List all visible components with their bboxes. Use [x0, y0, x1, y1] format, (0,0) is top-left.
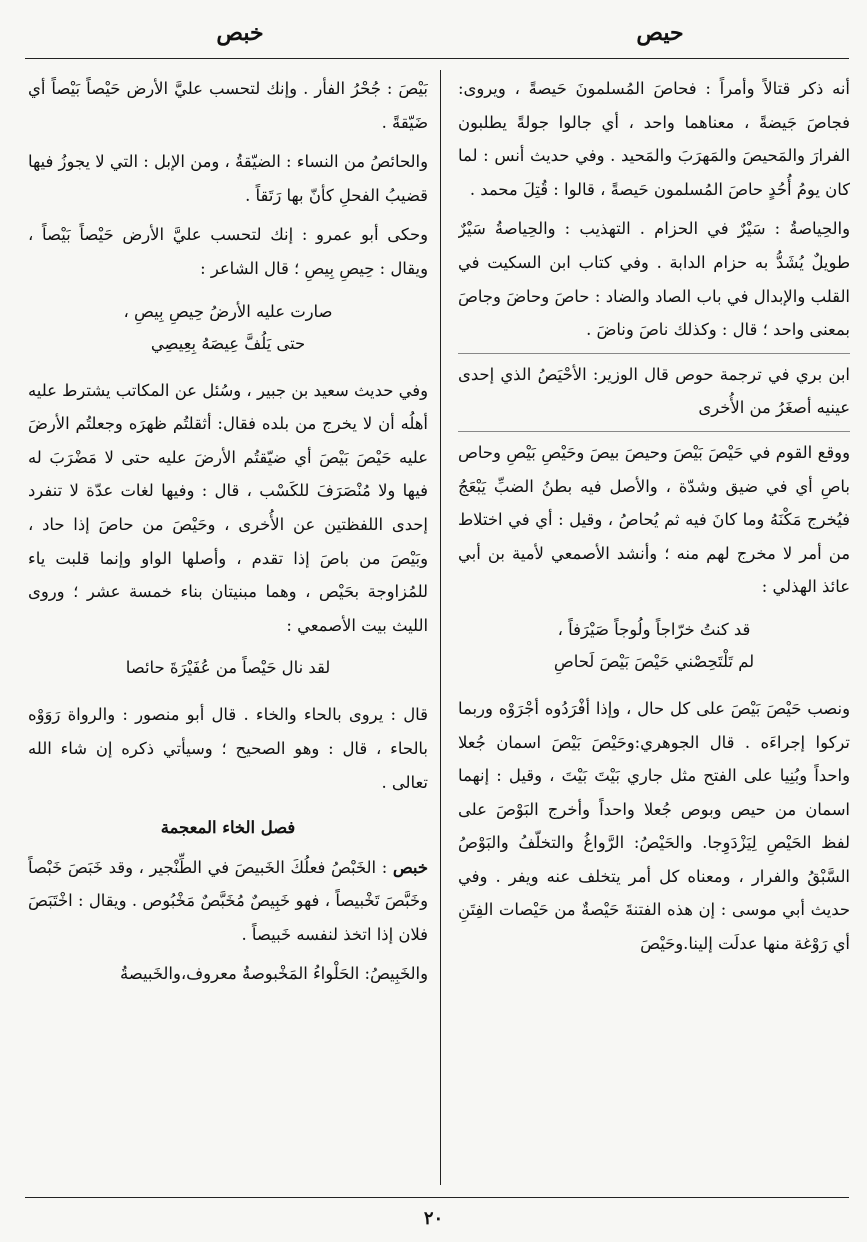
verse: [28, 652, 428, 684]
paragraph: ونصب حَيْصَ بَيْصَ على كل حال ، وإذا أفْرَدُوه أجْرَوْه وربما تركوا إجراءَه . قال الجوهري:وحَيْصَ بَيْصَ اسمان جُعلا واحداً وبُنِيا على الفتح مثل جاري بَيْتَ بَيْتَ ، وقيل : إنهما اسمان من حيص وبوص جُعلا واحداً وأخرج البَوْصَ على لفظ الحَيْصِ لِيَزْدَوِجا. والحَيْصُ: الرَّواغُ والتخلّفُ والبَوْصُ السَّبْقُ والفرار ، ومعناه كل أمر يتخلف عنه ويفر . وفي حديث أبي موسى : إن هذه الفتنةَ حَيْصةٌ من حَيْصات الفِتَنِ أي رَوْغة منها عدلَت إلينا.وحَيْصَ: [458, 698, 850, 954]
column-divider: [440, 70, 441, 1185]
verse-line: صارت عليه الأرضُ حِيصِ بِيصِ ،: [123, 301, 333, 321]
paragraph: والحائصُ من النساء : الضيّقةُ ، ومن الإبل : التي لا يجوزُ فيها قضيبُ الفحلِ كأنّ بها رَتَقاً .: [28, 152, 428, 205]
verse-line: لقد نال حَيْصاً من عُفَيْرَةَ حائصا: [125, 658, 331, 678]
entry-text: : الخَبْصُ فعلُكَ الخَبيصَ في الطِّنْجير ، وقد خَبَصَ خَبْصاً وخَبَّصَ تَخْبيصاً ، فهو خَبِيصٌ مُخَبَّصٌ مَخْبُوص . ويقال : اخْتَبَصَ فلان إذا اتخذ لنفسه خَبيصاً .: [28, 857, 428, 944]
paragraph: قال : يروى بالحاء والخاء . قال أبو منصور : والرواة رَوَوْه بالحاء ، قال : وهو الصحيح ؛ وسيأتي ذكره إن شاء الله تعالى .: [28, 705, 428, 792]
verse: [28, 296, 428, 360]
running-header-right: حيص: [636, 20, 684, 46]
paragraph: وحكى أبو عمرو : إنك لتحسب عليَّ الأرض حَيْصاً بَيْصاً ، ويقال : حِيصِ بِيصِ ؛ قال الشاعر :: [28, 225, 428, 278]
paragraph: بَيْصَ : جُحْرُ الفأر . وإنك لتحسب عليَّ الأرض حَيْصاً بَيْصاً أي ضَيّقةً .: [28, 79, 428, 132]
paragraph: والحِياصةُ : سَيْرٌ في الحزام . التهذيب : والحِياصةُ سَيْرٌ طويلٌ يُشَدُّ به حزام الدابة . وفي كتاب ابن السكيت في القلب والإبدال في باب الصاد والضاد : حاصَ وحاضَ وجاصَ بمعنى واحد ؛ قال : وكذلك ناصَ وناضَ .: [458, 219, 850, 340]
verse-line: لم تَلْتَحِصْني حَيْصَ بَيْصَ لَحاصِ: [553, 651, 755, 671]
left-column: [28, 72, 428, 1190]
paragraph: ووقع القوم في حَيْصَ بَيْصَ وحيصَ بيصَ وحَيْصِ بَيْصِ وحاص باصِ أي في ضيق وشدّة ، والأصل فيه بطنُ الضبِّ يَبْعَجُ فيُخرج مَكْنَهُ وما كانَ فيه ثم يُحاصُ ، وقيل : أي في اختلاط من أمر لا مخرج لهم منه ؛ وأنشد الأصمعي لأمية بن أبي عائذ الهذلي :: [458, 431, 850, 604]
entry-headword: خبص: [392, 857, 428, 877]
top-rule: [25, 58, 849, 59]
page-number: ٢٠: [423, 1208, 444, 1229]
section-title: فصل الخاء المعجمة: [160, 818, 296, 838]
verse-line: حتى يَلُفَّ عِيصَهُ بِعِيصِي: [150, 333, 306, 353]
paragraph: ابن بري في ترجمة حوص قال الوزير: الأحْيَصُ الذي إحدى عينيه أصغَرُ من الأُخرى: [458, 353, 850, 425]
entry-paragraph: [28, 851, 428, 952]
verse: [458, 614, 850, 678]
verse-line: قد كنتُ خرّاجاً ولُوجاً صَيْرَفاً ،: [557, 619, 751, 639]
running-header-left: خبص: [216, 20, 264, 46]
paragraph: أنه ذكر قتالاً وأمراً : فحاصَ المُسلمونَ حَيصةً ، ويروى: فجاصَ جَيضةً ، معناهما واحد ، أي جالوا جولةً يطلبون الفرارَ والمَحيصَ والمَهرَبَ والمَحيد . وفي حديث أنس : لما كان يومُ أُحُدٍ حاصَ المُسلمون حَيصةً ، قالوا : قُتِلَ محمد .: [458, 79, 850, 199]
right-column: [458, 72, 850, 1190]
paragraph: وفي حديث سعيد بن جبير ، وسُئل عن المكاتب يشترط عليه أهلُه أن لا يخرج من بلده فقال: أثقلتُم ظهرَه وجعلتُم الأرضَ عليه حَيْصَ بَيْصَ أي ضيّقتُم الأرضَ عليه حتى لا مَضْرَبَ له فيها ولا مُنْصَرَفَ للكَسْب ، قال : وفيها لغات عدّة لا تنفرد إحدى اللفظتين عن الأُخرى ، وحَيْصَ من حاصَ إذا حاد ، وبَيْصَ من باصَ إذا تقدم ، وأصلها الواو وإنما قلبت ياء للمُزاوجة بحَيْص ، وهما مبنيتان بناء خمسة عشر ؛ وروى الليث بيت الأصمعي :: [28, 380, 428, 635]
paragraph: والخَبِيصُ: الحَلْواءُ المَخْبوصةُ معروف،والخَبيصةُ: [119, 964, 428, 984]
bottom-rule: [25, 1197, 849, 1198]
